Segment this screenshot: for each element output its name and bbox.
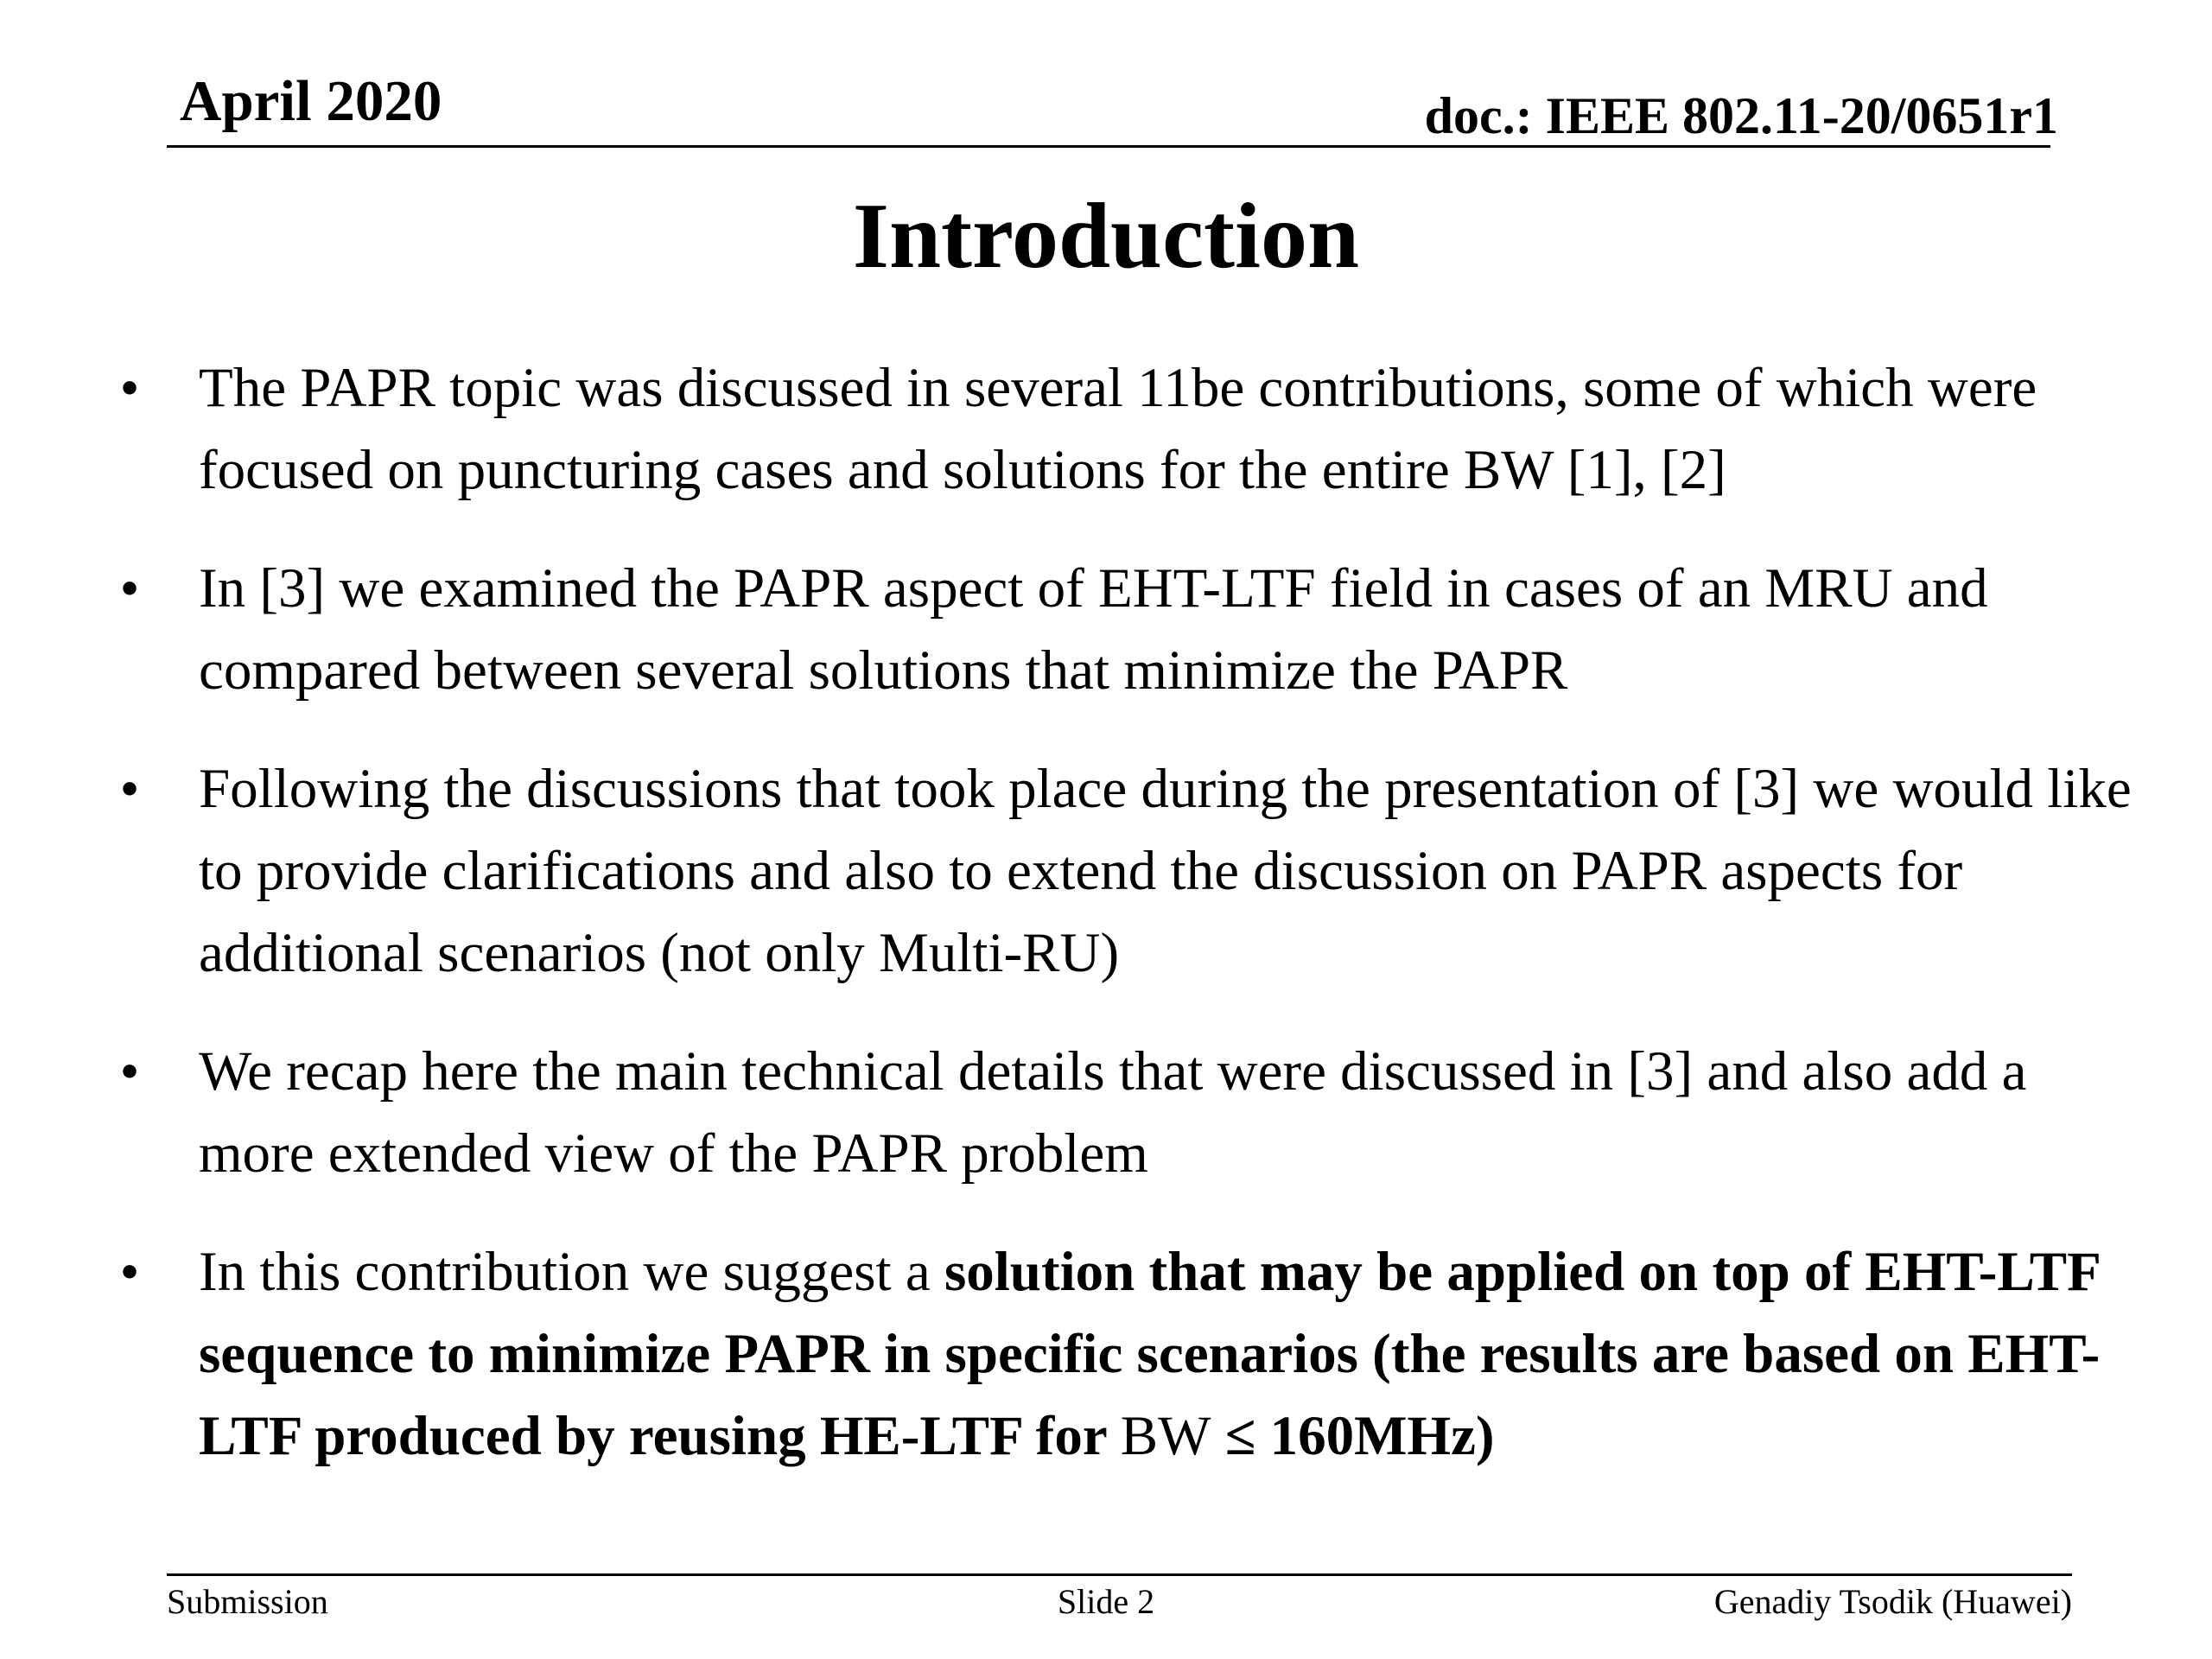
bullet-text: In [3] we examined the PAPR aspect of EHT-LTF field in cases of an MRU and compared between several solutions that minimize the PAPR [199,557,1988,702]
bullet-text-plain-bw: BW [1120,1405,1211,1467]
footer-submission: Submission [167,1582,328,1621]
bullet-text-bold-end: ≤ 160MHz) [1211,1405,1495,1467]
bullet-text-bold: solution that may be applied on top of EHT-LTF sequence to minimize PAPR in specific scenarios (the results are based on EHT-LTF produced by reusing HE-LTF for [199,1241,2101,1467]
bullet-text: The PAPR topic was discussed in several 11be contributions, some of which were focused on puncturing cases and solutions for the entire BW [1], [2] [199,357,2037,501]
bullet-text: Following the discussions that took place during the presentation of [3] we would like to provide clarifications and also to extend the discussion on PAPR aspects for additional scenarios (not only Multi-RU) [199,758,2132,984]
bullet-icon: • [119,357,140,419]
bullet-item [112,347,2152,512]
footer-author: Genadiy Tsodik (Huawei) [1713,1582,2072,1621]
footer-slide-number: Slide 2 [1057,1582,1155,1621]
bullet-icon: • [119,557,140,620]
slide-title: Introduction [852,185,1360,288]
header-date: April 2020 [180,69,442,133]
header-divider [167,145,2050,148]
bullet-item [112,1031,2152,1195]
bullet-list [112,347,2152,1514]
bullet-item [112,748,2152,995]
bullet-icon: • [119,758,140,820]
bullet-text [199,1231,2152,1478]
document-id: doc.: IEEE 802.11-20/0651r1 [1424,87,2058,144]
bullet-text: We recap here the main technical details that were discussed in [3] and also add a more extended view of the PAPR problem [199,1040,2027,1185]
bullet-icon: • [119,1040,140,1103]
bullet-item [112,548,2152,712]
bullet-text-plain: In this contribution we suggest a [199,1241,944,1303]
footer-divider [167,1573,2072,1576]
bullet-icon: • [119,1241,140,1303]
bullet-item [112,1231,2152,1478]
